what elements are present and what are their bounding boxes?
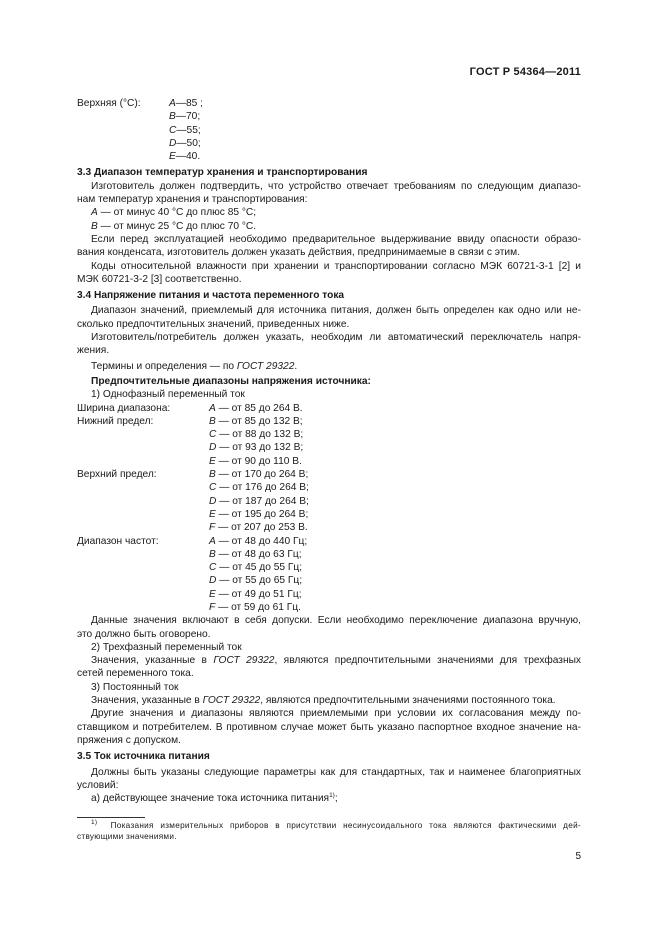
paragraph-line: Другие значения и диапазоны являются приемлемыми при условии их согласования между по-: [91, 708, 581, 720]
footnote-ref: 1): [329, 792, 335, 800]
footnote-separator: [77, 817, 145, 818]
paragraph-line: это должно быть оговорено.: [77, 628, 211, 640]
paragraph-line: ставщиком и потребителем. В противном случае может быть указано паспортное входное значение на-: [77, 721, 581, 733]
upper-item: D—50;: [169, 137, 201, 149]
preferred-ranges-title: Предпочтительные диапазоны напряжения источника:: [91, 375, 371, 387]
paragraph-line: нам температур хранения и транспортирования:: [77, 194, 308, 206]
footnote: $^{1)}$ Показания измерительных приборов в присутствии несинусоидального тока являются фактическими дей- ствующими значениями.: [77, 819, 581, 841]
paragraph-line: Данные значения включают в себя допуски. Если необходимо переключение диапазона вручную,: [91, 615, 581, 627]
width-label: Ширина диапазона:: [77, 402, 171, 414]
paragraph-line: жения.: [77, 345, 110, 357]
paragraph-line: вания конденсата, изготовитель должен указать действия, предпринимаемые в связи с этим.: [77, 247, 520, 259]
list-item-1: 1) Однофазный переменный ток: [91, 389, 245, 401]
upper-item: E—40.: [169, 151, 201, 163]
paragraph-line: Значения, указанные в ГОСТ 29322, являются предпочтительными значениями для трехфазных: [91, 655, 581, 667]
terms-line: Термины и определения — по ГОСТ 29322.: [91, 360, 298, 372]
upper-limit-label: Верхний предел:: [77, 469, 157, 481]
lower-limit-label: Нижний предел:: [77, 415, 154, 427]
section-3-4-title: 3.4 Напряжение питания и частота переменного тока: [77, 290, 345, 302]
voltage-ranges-table: Ширина диапазона: A — от 85 до 264 В. Нижний предел: B — от 85 до 132 В; C — от 88 до 132 В; D — от 93 до 132 В; E — от 90 до 110 В. Верхний предел: B — от 170 до 264 В; C — от 176 до 264 В; D — от 187 до 264 В; E — от 195 до 264 В; F — от 207 до 253 В. Диапазон частот: A — от 48 до 440 Гц; B — от 48 до 63 Гц; C — от 45 до 55 Гц; D — от 55 до 65 Гц; E — от 49 до 51 Гц; F — от 59 до 61 Гц.: [77, 402, 309, 613]
gost-reference: ГОСТ 29322: [213, 655, 275, 667]
paragraph-line: Должны быть указаны следующие параметры как для стандартных, так и наименее благоприятных: [91, 766, 581, 778]
upper-item: B—70;: [169, 111, 201, 123]
page-content: [77, 97, 581, 805]
paragraph-line: Коды относительной влажности при хранении и транспортировании согласно МЭК 60721-3-1 [2] и: [91, 260, 581, 272]
paragraph-line: Если перед эксплуатацией необходимо предварительное выдерживание ввиду опасности образо-: [91, 233, 581, 245]
paragraph-line: сколько предпочтительных значений, приведенных ниже.: [77, 318, 350, 330]
document-code: ГОСТ Р 54364—2011: [469, 66, 581, 78]
gost-reference: ГОСТ 29322: [236, 360, 295, 372]
footnote-mark: 1): [91, 819, 98, 826]
upper-temperature-list: [77, 97, 581, 163]
paragraph-line: условий:: [77, 779, 119, 791]
upper-item: A—85 ;: [169, 98, 203, 109]
frequency-range-label: Диапазон частот:: [77, 535, 159, 547]
paragraph-line: Изготовитель/потребитель должен указать, необходим ли автоматический переключатель напря-: [91, 332, 581, 344]
upper-label: Верхняя (°С):: [77, 98, 141, 109]
paragraph-line: Значения, указанные в ГОСТ 29322, являются предпочтительными значениями постоянного тока.: [91, 695, 556, 707]
paragraph-line: МЭК 60721-3-2 [3] соответственно.: [77, 273, 242, 285]
upper-item: C—55;: [169, 124, 201, 136]
section-3-3-title: 3.3 Диапазон температур хранения и транспортирования: [77, 167, 368, 179]
list-item-2: 2) Трехфазный переменный ток: [91, 641, 242, 653]
range-b-line: B — от минус 25 °С до плюс 70 °С.: [91, 220, 257, 232]
range-a-line: A — от минус 40 °С до плюс 85 °С;: [91, 207, 257, 219]
paragraph-line: сетей переменного тока.: [77, 668, 194, 680]
paragraph-line: Изготовитель должен подтвердить, что устройство отвечает требованиям по следующим диапазо-: [91, 180, 581, 192]
paragraph-line: Диапазон значений, приемлемый для источника питания, должен быть определен как одно или не-: [91, 305, 581, 317]
gost-reference: ГОСТ 29322: [202, 695, 261, 707]
paragraph-line: пряжения с допуском.: [77, 734, 181, 746]
page-number: 5: [575, 851, 581, 862]
section-3-5-title: 3.5 Ток источника питания: [77, 751, 210, 763]
list-item-3: 3) Постоянный ток: [91, 681, 179, 693]
list-item-a: а) действующее значение тока источника питания$^{1)}$;: [91, 792, 338, 805]
